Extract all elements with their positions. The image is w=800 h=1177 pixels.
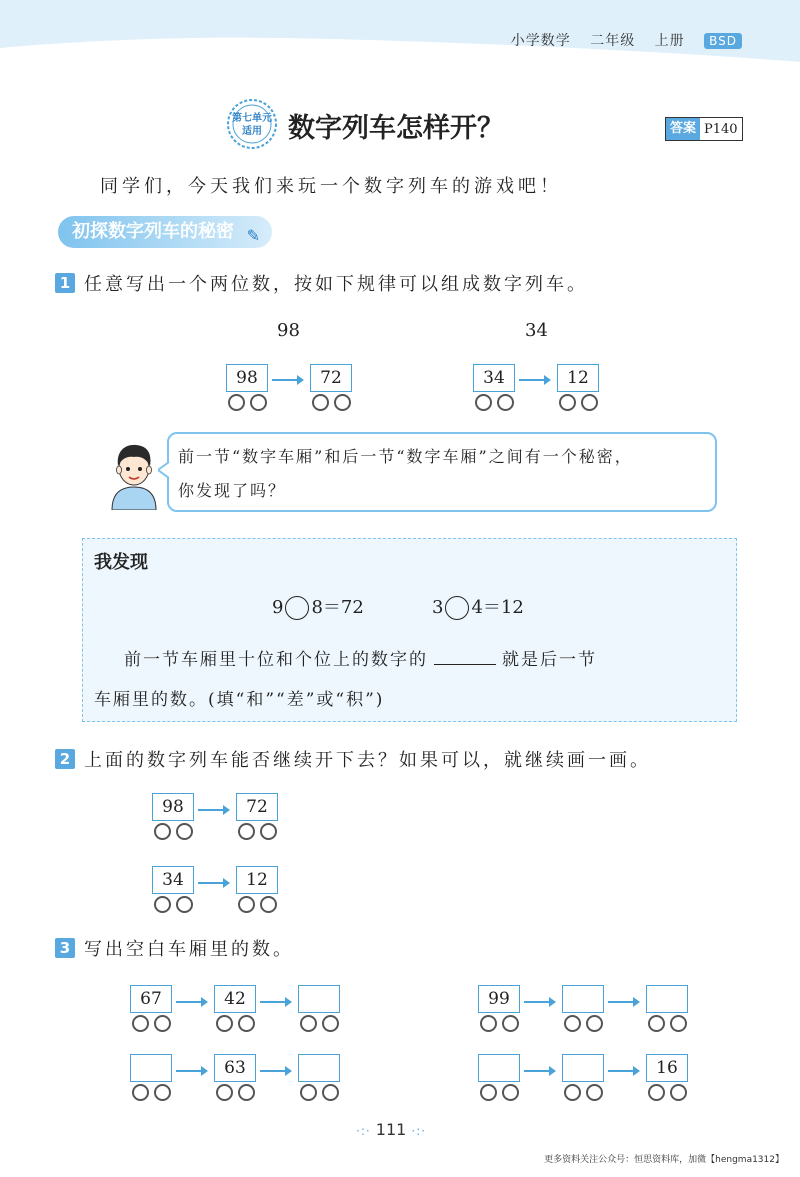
train-car-blank[interactable] <box>562 985 604 1015</box>
wheel-icon <box>564 1015 581 1032</box>
wheel-icon <box>475 394 492 411</box>
car-value-blank[interactable] <box>562 985 604 1013</box>
header-grade: 二年级 <box>590 33 636 49</box>
fill-in-blank[interactable] <box>434 664 496 665</box>
car-value: 63 <box>214 1054 256 1082</box>
formula-1-a: 9 <box>272 597 284 618</box>
train-car <box>236 793 278 823</box>
train-car <box>557 364 599 394</box>
bubble-tail-icon <box>158 462 170 478</box>
train-car-blank[interactable] <box>562 1054 604 1084</box>
seal-line2: 适用 <box>242 126 262 137</box>
car-value-blank[interactable] <box>562 1054 604 1082</box>
wheel-icon <box>176 896 193 913</box>
arrow-icon <box>176 1001 206 1003</box>
operator-blank-circle[interactable] <box>445 596 469 620</box>
arrow-icon <box>272 379 302 381</box>
answer-reference <box>665 117 743 141</box>
wheel-icon <box>559 394 576 411</box>
arrow-icon <box>524 1070 554 1072</box>
wheel-icon <box>132 1084 149 1101</box>
question-2-text: 上面的数字列车能否继续开下去？如果可以，就继续画一画。 <box>84 750 651 771</box>
wheel-icon <box>670 1084 687 1101</box>
discovery-title: 我发现 <box>94 552 148 573</box>
train-car-blank[interactable] <box>298 1054 340 1084</box>
wheel-icon <box>260 896 277 913</box>
arrow-icon <box>260 1070 290 1072</box>
train-car <box>236 866 278 896</box>
wheel-icon <box>300 1015 317 1032</box>
wheel-icon <box>154 1084 171 1101</box>
wheel-icon <box>502 1084 519 1101</box>
car-value: 42 <box>214 985 256 1013</box>
car-value: 72 <box>236 793 278 821</box>
question-3-text: 写出空白车厢里的数。 <box>84 939 294 960</box>
formula-2-result: ＝12 <box>482 597 524 618</box>
arrow-icon <box>176 1070 206 1072</box>
train-car <box>473 364 515 394</box>
page-number-value: 111 <box>375 1120 407 1139</box>
bubble-text <box>178 440 708 508</box>
train-car <box>478 985 520 1015</box>
train-car <box>130 985 172 1015</box>
formula-1-result: ＝72 <box>322 597 364 618</box>
wheel-icon <box>154 1015 171 1032</box>
header-subject: 小学数学 <box>510 33 571 49</box>
wheel-icon <box>670 1015 687 1032</box>
car-value: 99 <box>478 985 520 1013</box>
arrow-icon <box>524 1001 554 1003</box>
page-title: 数字列车怎样开？ <box>288 113 504 144</box>
car-value-blank[interactable] <box>298 985 340 1013</box>
arrow-icon <box>260 1001 290 1003</box>
arrow-icon <box>198 809 228 811</box>
wheel-icon <box>216 1084 233 1101</box>
train-car <box>152 793 194 823</box>
wheel-icon <box>648 1015 665 1032</box>
wheel-icon <box>216 1015 233 1032</box>
page-number <box>356 1120 426 1139</box>
wheel-icon <box>322 1015 339 1032</box>
wheel-icon <box>176 823 193 840</box>
wheel-icon <box>300 1084 317 1101</box>
car-value: 72 <box>310 364 352 392</box>
wheel-icon <box>586 1015 603 1032</box>
seal-line1: 第七单元 <box>232 113 272 124</box>
header-volume: 上册 <box>654 33 685 49</box>
wheel-icon <box>480 1084 497 1101</box>
wheel-icon <box>238 823 255 840</box>
car-value: 34 <box>152 866 194 894</box>
question-number-1: 1 <box>55 273 75 293</box>
formula-1 <box>272 593 364 620</box>
formula-2 <box>432 593 524 620</box>
arrow-icon <box>608 1070 638 1072</box>
car-value-blank[interactable] <box>478 1054 520 1082</box>
formula-2-a: 3 <box>432 597 444 618</box>
train-car <box>226 364 268 394</box>
dots-right-icon: ·:· <box>411 1124 427 1138</box>
arrow-icon <box>198 882 228 884</box>
unit-seal-icon <box>226 98 278 150</box>
wheel-icon <box>322 1084 339 1101</box>
train-car-blank[interactable] <box>646 985 688 1015</box>
arrow-icon <box>608 1001 638 1003</box>
train-car <box>214 985 256 1015</box>
car-value: 98 <box>152 793 194 821</box>
car-value: 12 <box>236 866 278 894</box>
wheel-icon <box>238 1015 255 1032</box>
wheel-icon <box>132 1015 149 1032</box>
wheel-icon <box>238 896 255 913</box>
wheel-icon <box>502 1015 519 1032</box>
wheel-icon <box>154 896 171 913</box>
wheel-icon <box>154 823 171 840</box>
wheel-icon <box>334 394 351 411</box>
wheel-icon <box>312 394 329 411</box>
wheel-icon <box>648 1084 665 1101</box>
discovery-sentence-line2: 车厢里的数。(填“和”“差”或“积”) <box>94 690 385 710</box>
train-car <box>310 364 352 394</box>
example-start-number: 98 <box>277 320 300 341</box>
train-car <box>646 1054 688 1084</box>
wheel-icon <box>250 394 267 411</box>
discovery-sentence <box>94 640 724 720</box>
bubble-line-2: 你发现了吗？ <box>178 481 287 500</box>
wheel-icon <box>586 1084 603 1101</box>
arrow-icon <box>519 379 549 381</box>
section-heading-text: 初探数字列车的秘密 <box>72 221 234 242</box>
car-value: 16 <box>646 1054 688 1082</box>
train-car <box>152 866 194 896</box>
pencil-icon: ✎ <box>246 226 260 245</box>
train-car-blank[interactable] <box>478 1054 520 1084</box>
wheel-icon <box>260 823 277 840</box>
dots-left-icon: ·:· <box>356 1124 371 1138</box>
wheel-icon <box>564 1084 581 1101</box>
train-car-blank[interactable] <box>130 1054 172 1084</box>
answer-page: P140 <box>704 121 738 137</box>
wheel-icon <box>581 394 598 411</box>
formula-2-b: 4 <box>471 597 483 618</box>
discovery-sentence-part1: 前一节车厢里十位和个位上的数字的 <box>124 650 428 670</box>
wheel-icon <box>480 1015 497 1032</box>
example-start-number: 34 <box>525 320 548 341</box>
edition-badge: BSD <box>704 33 742 49</box>
wheel-icon <box>238 1084 255 1101</box>
question-1-text: 任意写出一个两位数，按如下规律可以组成数字列车。 <box>84 274 588 295</box>
section-heading <box>58 216 272 248</box>
operator-blank-circle[interactable] <box>285 596 309 620</box>
car-value-blank[interactable] <box>298 1054 340 1082</box>
car-value: 67 <box>130 985 172 1013</box>
header-info <box>497 30 742 50</box>
wheel-icon <box>228 394 245 411</box>
bubble-line-1: 前一节“数字车厢”和后一节“数字车厢”之间有一个秘密， <box>178 447 633 466</box>
car-value-blank[interactable] <box>646 985 688 1013</box>
wheel-icon <box>497 394 514 411</box>
boy-avatar-icon <box>106 440 162 510</box>
discovery-sentence-part2: 就是后一节 <box>502 650 597 670</box>
question-number-2: 2 <box>55 749 75 769</box>
formula-1-b: 8 <box>311 597 323 618</box>
answer-label: 答案 <box>666 118 700 140</box>
intro-text: 同学们，今天我们来玩一个数字列车的游戏吧！ <box>100 176 562 197</box>
train-car-blank[interactable] <box>298 985 340 1015</box>
question-number-3: 3 <box>55 938 75 958</box>
car-value: 34 <box>473 364 515 392</box>
car-value-blank[interactable] <box>130 1054 172 1082</box>
footer-note: 更多资料关注公众号：恒思资料库，加微【hengma1312】 <box>544 1155 784 1165</box>
car-value: 98 <box>226 364 268 392</box>
car-value: 12 <box>557 364 599 392</box>
train-car <box>214 1054 256 1084</box>
